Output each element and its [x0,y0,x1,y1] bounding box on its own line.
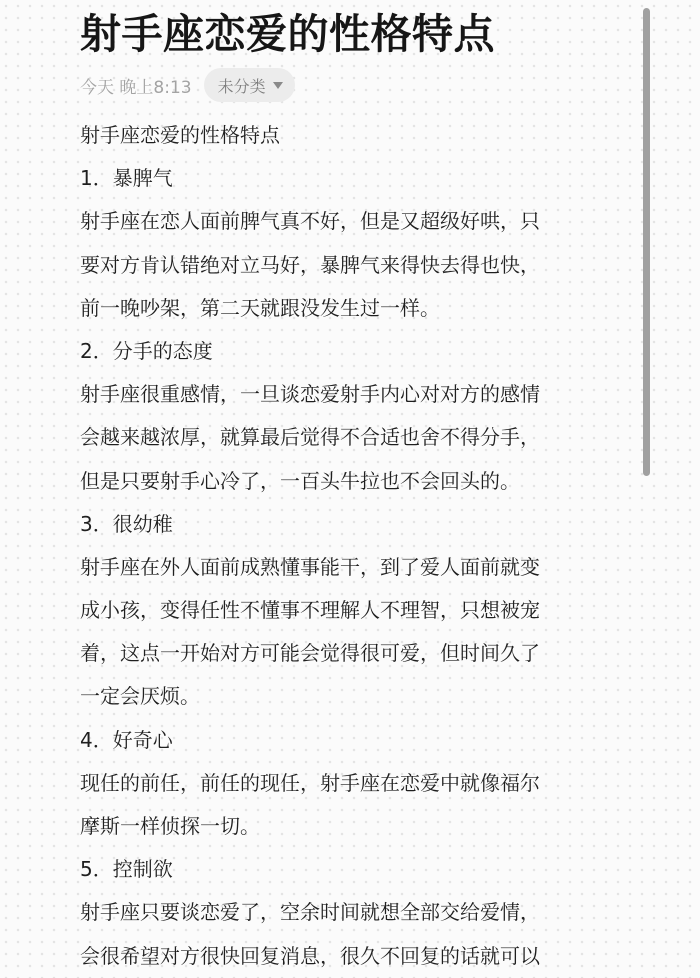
note-line: 3．很幼稚 [80,511,173,536]
note-line: 着，这点一开始对方可能会觉得很可爱，但时间久了 [80,641,540,666]
note-line: 射手座很重感情，一旦谈恋爱射手内心对对方的感情 [80,382,540,407]
scrollbar[interactable] [643,0,651,967]
category-dropdown[interactable] [204,68,295,102]
note-line: 2．分手的态度 [80,338,213,363]
note-line: 要对方肯认错绝对立马好，暴脾气来得快去得也快， [80,252,540,277]
note-line: 但是只要射手心冷了，一百头牛拉也不会回头的。 [80,468,520,493]
note-line: 会越来越浓厚，就算最后觉得不合适也舍不得分手， [80,425,540,450]
note-line: 摩斯一样侦探一切。 [80,814,260,838]
note-timestamp: 今天 晚上8:13 [80,77,192,98]
note-line: 射手座恋爱的性格特点 [80,123,280,147]
note-title[interactable]: 射手座恋爱的性格特点 [80,10,495,58]
scrollbar-thumb[interactable] [643,8,650,476]
chevron-down-icon [273,82,283,89]
note-line: 成小孩，变得任性不懂事不理解人不理智，只想被宠 [80,598,540,623]
note-line: 射手座只要谈恋爱了，空余时间就想全部交给爱情， [80,900,540,925]
note-line: 会很希望对方很快回复消息，很久不回复的话就可以 [80,943,540,968]
note-line: 一定会厌烦。 [80,684,200,709]
note-line: 射手座在外人面前成熟懂事能干，到了爱人面前就变 [80,554,540,579]
note-line: 1．暴脾气 [80,166,173,191]
note-line: 5．控制欲 [80,857,173,882]
note-line: 4．好奇心 [80,727,173,752]
note-meta [80,68,295,102]
note-body[interactable] [80,114,620,978]
category-label: 未分类 [217,76,266,96]
note-line: 前一晚吵架，第二天就跟没发生过一样。 [80,295,440,320]
note-line: 现任的前任，前任的现任，射手座在恋爱中就像福尔 [80,770,540,795]
note-line: 射手座在恋人面前脾气真不好，但是又超级好哄，只 [80,209,540,234]
